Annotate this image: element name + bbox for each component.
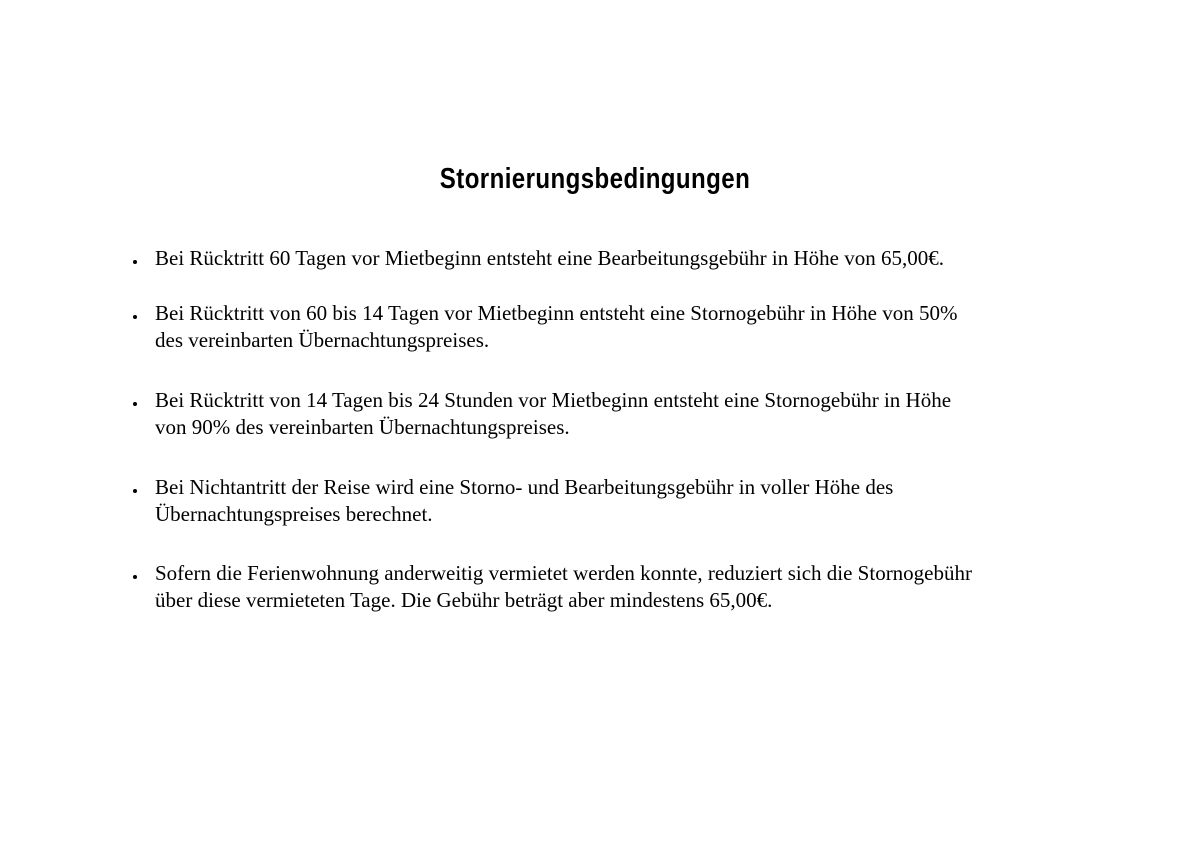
bullet-icon — [133, 315, 137, 319]
bullet-icon — [133, 260, 137, 264]
list-item — [155, 245, 1105, 272]
cancellation-terms-list — [155, 245, 1105, 614]
list-item — [155, 474, 1105, 528]
list-item — [155, 560, 1105, 614]
bullet-icon — [133, 402, 137, 406]
page-title-text: Stornierungsbedingungen — [439, 163, 751, 195]
list-item-text: Sofern die Ferienwohnung anderweitig vermietet werden konnte, reduziert sich die Stornogebühr — [155, 561, 973, 585]
list-item-text: Übernachtungspreises berechnet. — [155, 502, 433, 526]
bullet-icon — [133, 575, 137, 579]
list-item-text: des vereinbarten Übernachtungspreises. — [155, 328, 490, 352]
list-item-text: Bei Rücktritt von 14 Tagen bis 24 Stunden vor Mietbeginn entsteht eine Stornogebühr in Höhe — [155, 388, 952, 412]
list-item — [155, 300, 1105, 354]
list-item-text: Bei Rücktritt 60 Tagen vor Mietbeginn entsteht eine Bearbeitungsgebühr in Höhe von 65,00€. — [155, 246, 944, 270]
list-item-text: Bei Rücktritt von 60 bis 14 Tagen vor Mietbeginn entsteht eine Stornogebühr in Höhe von 50% — [155, 301, 958, 325]
list-item-text: Bei Nichtantritt der Reise wird eine Storno- und Bearbeitungsgebühr in voller Höhe des — [155, 475, 894, 499]
list-item-text: von 90% des vereinbarten Übernachtungspreises. — [155, 415, 570, 439]
list-item — [155, 387, 1105, 441]
list-item-text: über diese vermieteten Tage. Die Gebühr beträgt aber mindestens 65,00€. — [155, 588, 773, 612]
page-title — [0, 165, 1190, 194]
bullet-icon — [133, 489, 137, 493]
